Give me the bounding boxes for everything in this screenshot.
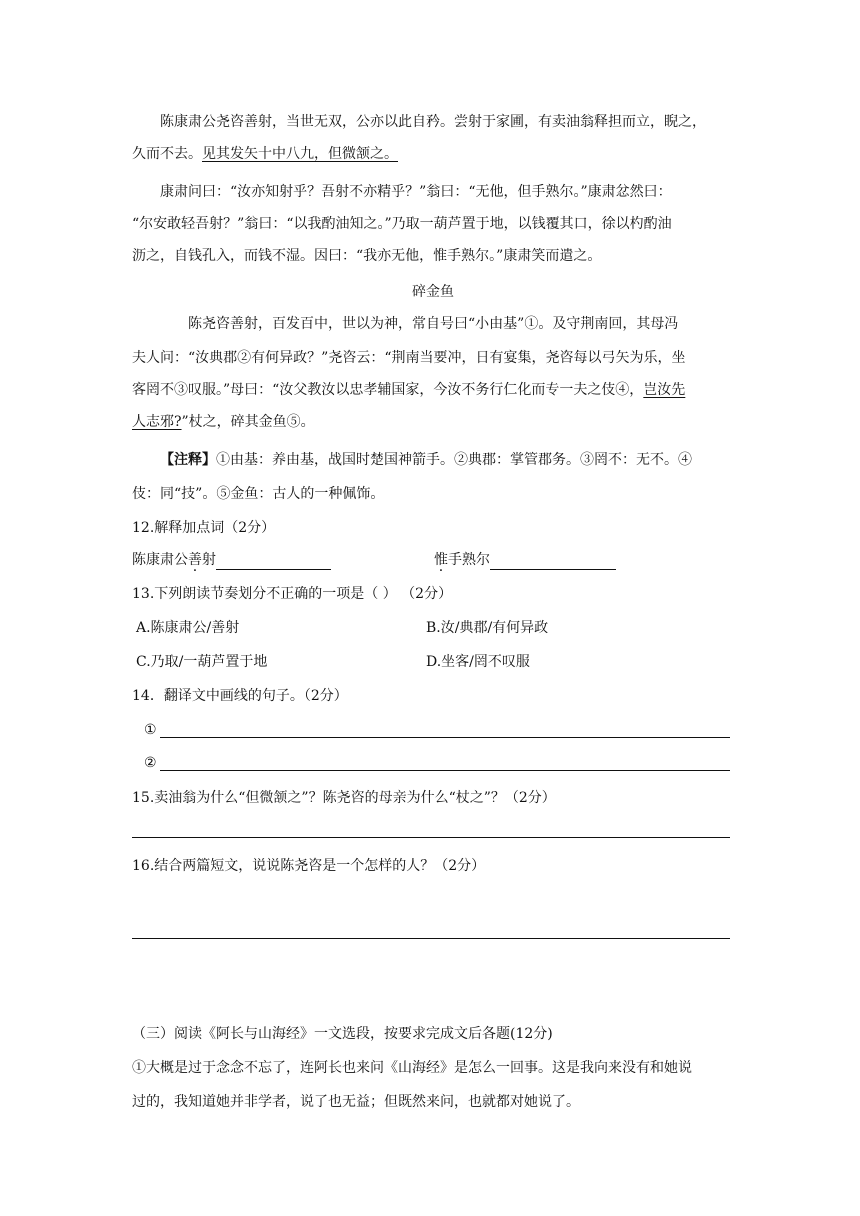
passage2-line-4-text: ”杖之，碎其金鱼⑤。 [181, 414, 315, 430]
passage1-line-3: 康肃问曰：“汝亦知射乎？吾射不亦精乎？”翁曰：“无他，但手熟尔。”康肃忿然曰： [160, 184, 672, 200]
passage2-line-4 [132, 412, 315, 432]
q13-option-d[interactable]: D.坐客/罔不叹服 [426, 654, 530, 670]
q12-b-suffix: 手熟尔 [448, 552, 490, 568]
q12-stem: 12.解释加点词（2分） [132, 520, 276, 536]
q16-answer-line[interactable] [132, 938, 730, 939]
underlined-sentence-2a: 岂汝先 [643, 382, 686, 398]
passage2-title: 碎金鱼 [412, 284, 454, 300]
passage2-line-3 [132, 380, 685, 400]
q15-answer-line[interactable] [132, 837, 730, 838]
passage2-line-1: 陈尧咨善射，百发百中，世以为神，常自号曰“小由基”①。及守荆南回，其母冯 [188, 316, 679, 332]
notes-line-2: 伎：同“技”。⑤金鱼：古人的一种佩饰。 [132, 486, 385, 502]
passage1-line-2-text: 久而不去。 [132, 146, 202, 162]
passage1-line-2 [132, 144, 398, 164]
q12-a-answer-blank[interactable] [216, 553, 331, 570]
underlined-sentence-1: 见其发矢十中八九，但微颔之。 [202, 146, 398, 162]
notes-line-1 [160, 450, 692, 470]
q14-marker-2: ② [144, 755, 157, 771]
q14-marker-1: ① [144, 722, 157, 738]
q13-option-a[interactable]: A.陈康肃公/善射 [136, 620, 240, 636]
section3-line-2: 过的，我知道她并非学者，说了也无益；但既然来问，也就都对她说了。 [132, 1094, 580, 1110]
q12-b-answer-blank[interactable] [490, 553, 616, 570]
notes-tag: 【注释】 [160, 452, 216, 468]
notes-line-1-text: ①由基：养由基，战国时楚国神箭手。②典郡：掌管郡务。③罔不：无不。④ [216, 452, 692, 468]
section3-title: （三）阅读《阿长与山海经》一文选段，按要求完成文后各题(12分) [132, 1026, 553, 1042]
passage1-line-5: 沥之，自钱孔入，而钱不湿。因曰：“我亦无他，惟手熟尔。”康肃笑而遣之。 [132, 248, 602, 264]
q13-option-c[interactable]: C.乃取/一葫芦置于地 [136, 654, 268, 670]
passage2-line-3-text: 客罔不③叹服。”母曰：“汝父教汝以忠孝辅国家，今汝不务行仁化而专一夫之伎④， [132, 382, 644, 398]
q12-item-b [434, 550, 616, 570]
q12-a-prefix: 陈康肃公 [132, 552, 188, 568]
q13-option-b[interactable]: B.汝/典郡/有何异政 [426, 620, 549, 636]
q13-stem: 13.下列朗读节奏划分不正确的一项是（ ） （2分） [132, 586, 453, 602]
q12-b-dotted-word: 惟 [434, 552, 448, 568]
q12-item-a [132, 550, 331, 570]
passage1-line-1: 陈康肃公尧咨善射，当世无双，公亦以此自矜。尝射于家圃，有卖油翁释担而立，睨之， [160, 114, 706, 130]
passage1-line-4: “尔安敢轻吾射？”翁曰：“以我酌油知之。”乃取一葫芦置于地，以钱覆其口，徐以杓酌油 [132, 216, 672, 232]
q12-a-suffix: 射 [202, 552, 216, 568]
q14-answer-line-1[interactable] [160, 737, 730, 738]
passage2-line-2: 夫人问：“汝典郡②有何异政？”尧咨云：“荆南当要冲，日有宴集，尧咨每以弓矢为乐，坐 [132, 350, 686, 366]
q14-answer-line-2[interactable] [160, 770, 730, 771]
underlined-sentence-2b: 人志邪? [132, 414, 182, 430]
q14-stem: 14．翻译文中画线的句子。（2分） [132, 688, 348, 704]
q12-a-dotted-word: 善 [188, 552, 202, 568]
section3-line-1: ①大概是过于念念不忘了，连阿长也来问《山海经》是怎么一回事。这是我向来没有和她说 [132, 1060, 692, 1076]
q15-stem: 15.卖油翁为什么“但微颔之”？陈尧咨的母亲为什么“杖之”？（2分） [132, 790, 556, 806]
q16-stem: 16.结合两篇短文，说说陈尧咨是一个怎样的人？（2分） [132, 858, 486, 874]
